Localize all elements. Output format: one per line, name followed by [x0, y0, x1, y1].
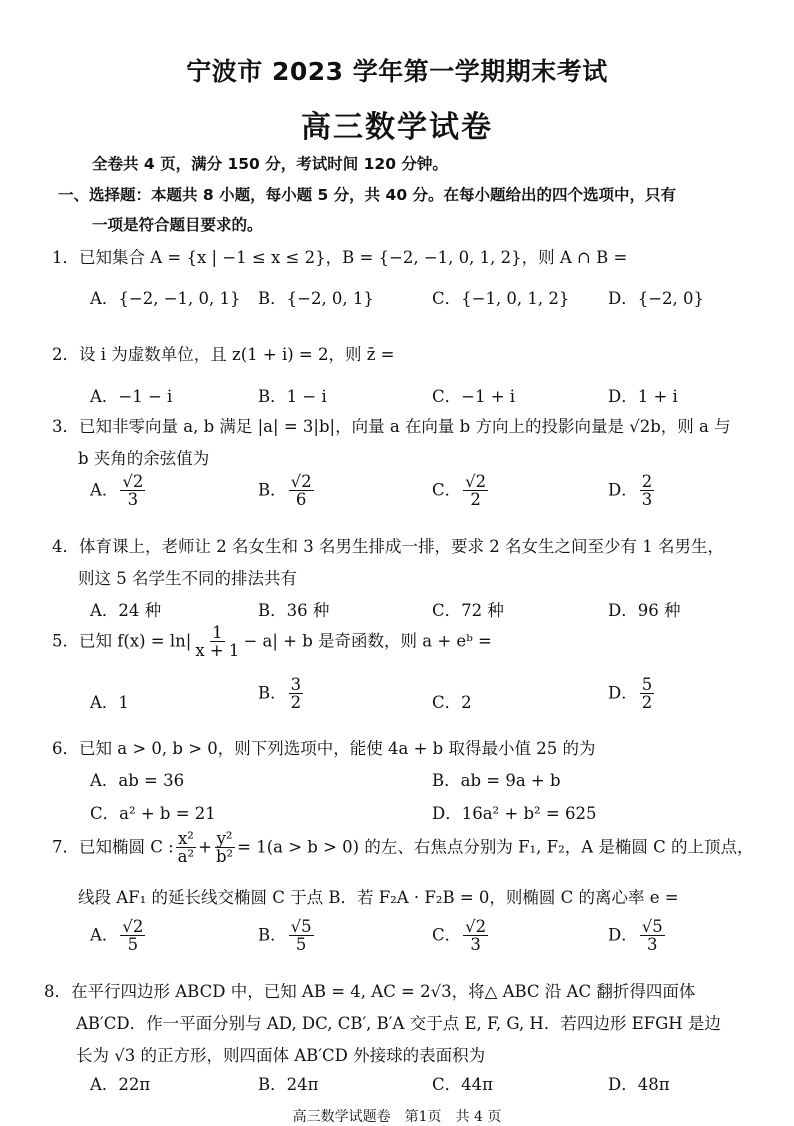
section-heading-line2: 一项是符合题目要求的。 — [92, 216, 263, 234]
denominator: 5 — [295, 935, 307, 955]
option-label: C． — [432, 480, 462, 500]
numerator: √2 — [290, 472, 312, 491]
question-2-option-a: A．−1 − i — [90, 387, 173, 406]
option-label: A． — [90, 925, 119, 945]
question-4-stem-line2: 则这 5 名学生不同的排法共有 — [78, 569, 297, 588]
question-4-option-a: A．24 种 — [90, 601, 162, 620]
numerator: √2 — [465, 472, 487, 491]
question-3-option-b — [258, 473, 316, 509]
question-5-option-a — [90, 689, 129, 713]
fraction — [289, 676, 304, 712]
stem-text: = 1(a > b > 0) 的左、右焦点分别为 F₁, F₂，A 是椭圆 C 的上顶点， — [237, 837, 754, 857]
question-4-option-d: D．96 种 — [608, 601, 681, 620]
denominator: 2 — [290, 693, 302, 713]
fraction — [289, 918, 314, 954]
option-label: D． — [608, 480, 638, 500]
option-value: 2 — [461, 693, 472, 712]
fraction — [176, 830, 196, 866]
question-6-stem: 6．已知 a > 0, b > 0，则下列选项中，能使 4a + b 取得最小值 25 的为 — [52, 739, 596, 758]
question-7-stem-line2: 线段 AF₁ 的延长线交椭圆 C 于点 B．若 F₂A · F₂B = 0，则椭圆 C 的离心率 e = — [78, 888, 679, 907]
question-4-option-c: C．72 种 — [432, 601, 504, 620]
fraction — [640, 918, 665, 954]
denominator: a² — [177, 847, 195, 867]
denominator: 3 — [641, 490, 653, 510]
exam-title: 宁波市 2023 学年第一学期期末考试 — [186, 57, 608, 86]
denominator: b² — [215, 847, 234, 867]
option-value: 1 — [118, 693, 129, 712]
denominator: 6 — [295, 490, 307, 510]
denominator: 2 — [641, 693, 653, 713]
stem-text: 5．已知 f(x) = ln| — [52, 631, 192, 651]
option-label: C． — [432, 693, 462, 712]
option-label: A． — [90, 480, 119, 500]
fraction — [120, 918, 145, 954]
page-footer: 高三数学试题卷 第1页 共 4 页 — [292, 1109, 502, 1125]
question-2-stem: 2．设 i 为虚数单位，且 z(1 + i) = 2，则 z̄ = — [52, 345, 395, 364]
question-1-option-b: B．{−2, 0, 1} — [258, 289, 374, 308]
option-label: D． — [608, 925, 638, 945]
question-4-stem-line1: 4．体育课上，老师让 2 名女生和 3 名男生排成一排，要求 2 名女生之间至少有 1 名男生， — [52, 537, 724, 556]
question-1-option-a: A．{−2, −1, 0, 1} — [90, 289, 241, 308]
question-8-option-c: C．44π — [432, 1075, 493, 1094]
exam-subtitle: 高三数学试卷 — [301, 110, 493, 145]
question-7-option-b — [258, 918, 316, 954]
question-8-option-a: A．22π — [90, 1075, 151, 1094]
option-label: D． — [608, 683, 638, 703]
numerator: y² — [216, 829, 233, 848]
fraction — [640, 676, 655, 712]
question-3-option-a — [90, 473, 147, 509]
question-8-stem-line1: 8．在平行四边形 ABCD 中，已知 AB = 4, AC = 2√3，将△ ABC 沿 AC 翻折得四面体 — [44, 982, 696, 1001]
question-5-stem — [52, 624, 492, 660]
question-5-option-d — [608, 676, 656, 712]
question-7-option-c — [432, 918, 490, 954]
question-7-stem-line1: 7．已知椭圆 C : $\frac{\text{x²}}{\text{a²}}$ + $\frac{\text{y²}}{\text{b²}}$ = 1(a > b > 0) 的左、右焦点分别为 F₁, F₂，A 是椭圆 C 的上顶点， — [52, 829, 754, 867]
option-label: B． — [258, 683, 287, 703]
fraction — [120, 473, 145, 509]
question-3-option-c — [432, 473, 490, 509]
numerator: √2 — [122, 472, 144, 491]
option-label: A． — [90, 693, 119, 712]
question-3-stem-line2: b 夹角的余弦值为 — [78, 449, 210, 468]
question-1-option-d: D．{−2, 0} — [608, 289, 705, 308]
denominator: 3 — [470, 935, 481, 955]
question-6-option-b: B．ab = 9a + b — [432, 771, 561, 790]
question-4-option-b: B．36 种 — [258, 601, 330, 620]
question-6-option-a: A．ab = 36 — [90, 771, 185, 790]
denominator: 3 — [127, 490, 139, 510]
numerator: 1 — [212, 623, 223, 642]
question-6-option-c: C．a² + b = 21 — [90, 804, 216, 823]
stem-text: − a| + b 是奇函数，则 a + eᵇ = — [243, 631, 492, 651]
denominator: 2 — [470, 490, 481, 510]
question-1-option-c: C．{−1, 0, 1, 2} — [432, 289, 570, 308]
stem-text: 7．已知椭圆 C : — [52, 837, 174, 857]
question-8-option-d: D．48π — [608, 1075, 670, 1094]
numerator: √2 — [465, 917, 487, 936]
denominator: 3 — [646, 935, 658, 955]
question-7-option-a — [90, 918, 147, 954]
denominator: x + 1 — [195, 641, 240, 661]
numerator: 5 — [641, 675, 653, 694]
section-heading-line1: 一、选择题：本题共 8 小题，每小题 5 分，共 40 分。在每小题给出的四个选项中，只有 — [58, 186, 677, 204]
question-5-option-b — [258, 676, 305, 712]
question-2-option-b: B．1 − i — [258, 387, 327, 406]
numerator: x² — [177, 829, 194, 848]
question-5-option-c — [432, 689, 472, 713]
option-label: B． — [258, 925, 287, 945]
question-8-option-b: B．24π — [258, 1075, 319, 1094]
question-8-stem-line3: 长为 √3 的正方形，则四面体 AB′CD 外接球的表面积为 — [76, 1046, 486, 1065]
fraction — [193, 624, 241, 660]
numerator: √5 — [641, 917, 663, 936]
fraction — [289, 473, 314, 509]
question-1-stem: 1．已知集合 A = {x | −1 ≤ x ≤ 2}，B = {−2, −1, 0, 1, 2}，则 A ∩ B = — [52, 248, 628, 267]
option-label: C． — [432, 925, 462, 945]
numerator: √2 — [122, 917, 144, 936]
fraction — [214, 830, 235, 866]
question-2-option-d: D．1 + i — [608, 387, 678, 406]
numerator: 3 — [290, 675, 302, 694]
fraction — [463, 473, 488, 509]
fraction — [640, 473, 655, 509]
question-3-stem-line1: 3．已知非零向量 a, b 满足 |a| = 3|b|，向量 a 在向量 b 方向上的投影向量是 √2b，则 a 与 — [52, 417, 731, 436]
question-7-option-d — [608, 918, 667, 954]
numerator: 2 — [641, 472, 653, 491]
exam-intro: 全卷共 4 页，满分 150 分，考试时间 120 分钟。 — [92, 155, 448, 173]
question-2-option-c: C．−1 + i — [432, 387, 516, 406]
fraction — [463, 918, 488, 954]
option-label: B． — [258, 480, 287, 500]
question-6-option-d: D．16a² + b² = 625 — [432, 804, 597, 823]
question-3-option-d — [608, 473, 656, 509]
numerator: √5 — [290, 917, 312, 936]
denominator: 5 — [127, 935, 139, 955]
question-8-stem-line2: AB′CD．作一平面分别与 AD, DC, CB′, B′A 交于点 E, F, G, H．若四边形 EFGH 是边 — [76, 1014, 721, 1033]
